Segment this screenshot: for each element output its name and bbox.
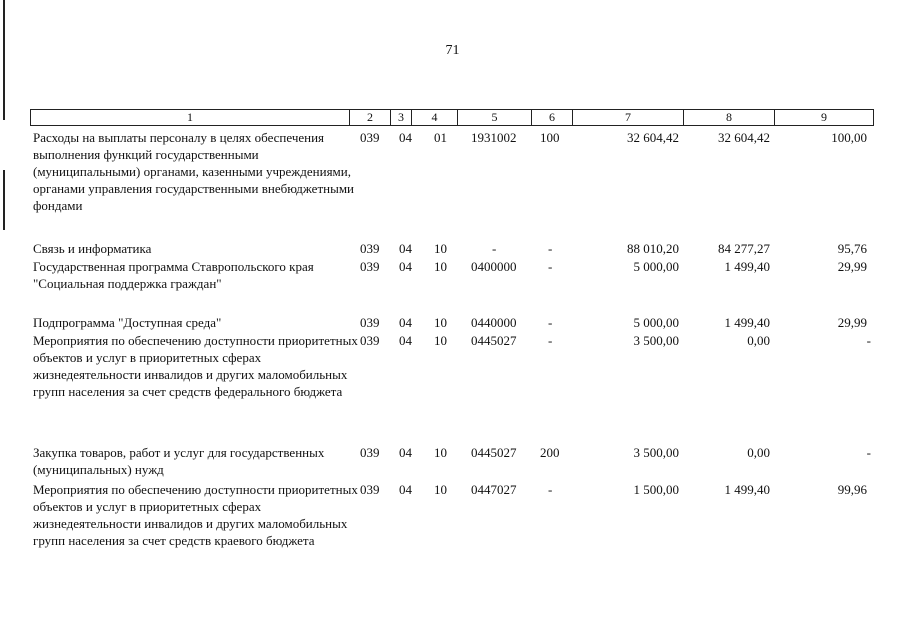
cell-col3: 04 [399, 315, 412, 330]
cell-col5: 0445027 [471, 333, 517, 348]
cell-col3: 04 [399, 445, 412, 460]
cell-col3: 04 [399, 241, 412, 256]
column-header-8: 8 [683, 109, 775, 126]
cell-col4: 10 [434, 241, 447, 256]
column-header-3: 3 [390, 109, 412, 126]
row-name: Мероприятия по обеспечению доступности приоритетных объектов и услуг в приоритетных сферах жизнедеятельности инвалидов и других маломобильных групп населения за счет средств краевого бюджета [33, 482, 358, 548]
cell-col5: 1931002 [471, 130, 517, 145]
cell-col9: 29,99 [837, 259, 867, 274]
cell-col5: 0440000 [471, 315, 517, 330]
cell-col8: 1 499,40 [724, 315, 770, 330]
row-name: Расходы на выплаты персоналу в целях обеспечения выполнения функций государственными (муниципальными) органами, казенными учреждениями, органами управления государственными внебюджетными фондами [33, 130, 355, 213]
cell-col3: 04 [399, 259, 412, 274]
cell-col6: - [548, 315, 553, 330]
cell-col2: 039 [360, 333, 380, 348]
cell-col7: 88 010,20 [627, 241, 679, 256]
cell-col3: 04 [399, 333, 412, 348]
row-name: Подпрограмма "Доступная среда" [33, 315, 222, 330]
column-header-6: 6 [531, 109, 573, 126]
cell-col2: 039 [360, 130, 380, 145]
cell-col7: 3 500,00 [633, 333, 679, 348]
column-header-2: 2 [349, 109, 391, 126]
cell-col8: 1 499,40 [724, 259, 770, 274]
cell-col5: - [492, 241, 497, 256]
cell-col8: 1 499,40 [724, 482, 770, 497]
page-number: 71 [445, 43, 460, 58]
cell-col8: 0,00 [747, 445, 770, 460]
cell-col6: 100 [540, 130, 560, 145]
cell-col9: - [866, 333, 871, 348]
cell-col3: 04 [399, 130, 412, 145]
cell-col4: 10 [434, 482, 447, 497]
cell-col9: 100,00 [831, 130, 867, 145]
cell-col2: 039 [360, 315, 380, 330]
cell-col4: 10 [434, 259, 447, 274]
cell-col6: - [548, 241, 553, 256]
cell-col2: 039 [360, 482, 380, 497]
cell-col9: 95,76 [837, 241, 867, 256]
row-name: Мероприятия по обеспечению доступности приоритетных объектов и услуг в приоритетных сферах жизнедеятельности инвалидов и других маломобильных групп населения за счет средств федерального бюджета [33, 333, 358, 399]
cell-col8: 32 604,42 [718, 130, 770, 145]
cell-col6: 200 [540, 445, 560, 460]
column-header-4: 4 [411, 109, 458, 126]
row-name: Закупка товаров, работ и услуг для государственных (муниципальных) нужд [33, 445, 325, 477]
cell-col5: 0447027 [471, 482, 517, 497]
cell-col4: 10 [434, 445, 447, 460]
left-margin-line-top [3, 0, 5, 120]
cell-col7: 5 000,00 [633, 259, 679, 274]
row-name: Государственная программа Ставропольского края "Социальная поддержка граждан" [33, 259, 314, 291]
cell-col6: - [548, 482, 553, 497]
cell-col7: 1 500,00 [633, 482, 679, 497]
cell-col2: 039 [360, 259, 380, 274]
column-header-5: 5 [457, 109, 532, 126]
cell-col9: - [866, 445, 871, 460]
cell-col4: 10 [434, 333, 447, 348]
cell-col9: 29,99 [837, 315, 867, 330]
cell-col6: - [548, 333, 553, 348]
cell-col8: 84 277,27 [718, 241, 770, 256]
cell-col6: - [548, 259, 553, 274]
cell-col5: 0445027 [471, 445, 517, 460]
cell-col7: 3 500,00 [633, 445, 679, 460]
left-margin-line-bottom [3, 170, 5, 230]
cell-col7: 32 604,42 [627, 130, 679, 145]
cell-col7: 5 000,00 [633, 315, 679, 330]
cell-col5: 0400000 [471, 259, 517, 274]
column-header-9: 9 [774, 109, 874, 126]
column-header-7: 7 [572, 109, 684, 126]
cell-col3: 04 [399, 482, 412, 497]
cell-col2: 039 [360, 445, 380, 460]
cell-col2: 039 [360, 241, 380, 256]
cell-col9: 99,96 [837, 482, 867, 497]
cell-col4: 10 [434, 315, 447, 330]
cell-col4: 01 [434, 130, 447, 145]
column-header-1: 1 [30, 109, 350, 126]
row-name: Связь и информатика [33, 241, 152, 256]
cell-col8: 0,00 [747, 333, 770, 348]
